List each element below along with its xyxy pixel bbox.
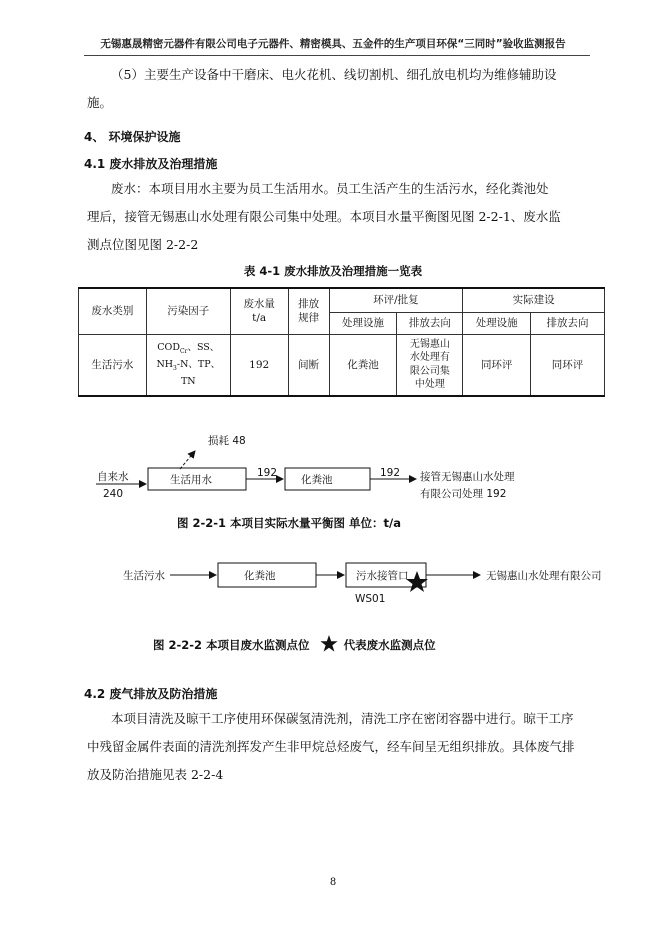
loss-arrow — [180, 451, 195, 469]
source-label: 自来水 — [97, 471, 129, 483]
flow2-label: 192 — [380, 467, 401, 479]
cell-rule: 间断 — [288, 334, 329, 396]
sec42-line3: 放及防治措施见表 2-2-4 — [87, 767, 224, 782]
table-caption: 表 4-1 废水排放及治理措施一览表 — [243, 264, 423, 278]
source-value: 240 — [103, 488, 124, 500]
section-4-2-heading: 4.2 废气排放及防治措施 — [84, 687, 218, 701]
cell-dest2: 同环评 — [531, 334, 605, 396]
monitoring-point-diagram — [0, 550, 666, 610]
para2-line2: 理后，接管无锡惠山水处理有限公司集中处理。本项目水量平衡图见图 2-2-1、废水监 — [87, 209, 561, 224]
sec42-line2: 中残留金属件表面的清洗剂挥发产生非甲烷总烃废气，经车间呈无组织排放。具体废气排 — [87, 739, 575, 754]
monitoring-star-icon — [406, 571, 428, 592]
th-dest: 排放去向 — [397, 312, 463, 334]
para1-line2: 施。 — [87, 95, 113, 110]
monitoring-point-label: WS01 — [355, 593, 386, 605]
fig2-dest-label: 无锡惠山水处理有限公司 — [486, 570, 602, 582]
para2-line3: 测点位图见图 2-2-2 — [87, 237, 199, 252]
para1-line1: （5）主要生产设备中干磨床、电火花机、线切割机、细孔放电机均为维修辅助设 — [111, 67, 557, 82]
th-eia: 环评/批复 — [329, 288, 463, 312]
th-facility: 处理设施 — [329, 312, 397, 334]
dest-label-line1: 接管无锡惠山水处理 — [420, 471, 515, 483]
th-pollutant: 污染因子 — [146, 288, 230, 334]
fig2-box-septic-tank-label: 化粪池 — [244, 570, 276, 582]
page-header: 无锡惠晟精密元器件有限公司电子元器件、精密模具、五金件的生产项目环保“三同时”验收监测报告 — [100, 38, 566, 50]
wastewater-table — [78, 287, 605, 397]
cell-dest: 无锡惠山 水处理有 限公司集 中处理 — [397, 334, 463, 396]
section-4-heading: 4、 环境保护设施 — [84, 130, 181, 144]
fig2-caption: 图 2-2-2 本项目废水监测点位 代表废水监测点位 — [153, 635, 436, 653]
para2-line1: 废水：本项目用水主要为员工生活用水。员工生活产生的生活污水，经化粪池处 — [111, 181, 549, 196]
cell-pollutant: $COD_{Cr}$、SS、 $NH_3-N$、TP、 TN — [146, 334, 230, 396]
fig1-caption: 图 2-2-1 本项目实际水量平衡图 单位：t/a — [177, 516, 402, 530]
page-number: 8 — [329, 877, 337, 888]
loss-label: 损耗 48 — [208, 435, 246, 447]
cell-type: 生活污水 — [79, 334, 147, 396]
th-dest2: 排放去向 — [531, 312, 605, 334]
header-rule — [84, 55, 590, 56]
water-balance-diagram — [0, 425, 666, 505]
fig2-source-label: 生活污水 — [123, 570, 165, 582]
flow1-label: 192 — [257, 467, 278, 479]
th-facility2: 处理设施 — [463, 312, 531, 334]
cell-facility2: 同环评 — [463, 334, 531, 396]
legend-star-icon — [320, 635, 338, 652]
sec42-line1: 本项目清洗及晾干工序使用环保碳氢清洗剂，清洗工序在密闭容器中进行。晾干工序 — [111, 711, 574, 726]
dest-label-line2: 有限公司处理 192 — [420, 488, 507, 500]
th-type: 废水类别 — [79, 288, 147, 334]
box-septic-tank-label: 化粪池 — [301, 474, 333, 486]
box-domestic-water-label: 生活用水 — [170, 474, 212, 486]
th-actual: 实际建设 — [463, 288, 605, 312]
cell-volume: 192 — [230, 334, 288, 396]
th-rule: 排放 规律 — [288, 288, 329, 334]
fig2-box-outlet-label: 污水接管口 — [356, 570, 409, 582]
cell-facility: 化粪池 — [329, 334, 397, 396]
th-volume: 废水量 t/a — [230, 288, 288, 334]
section-4-1-heading: 4.1 废水排放及治理措施 — [84, 157, 218, 171]
